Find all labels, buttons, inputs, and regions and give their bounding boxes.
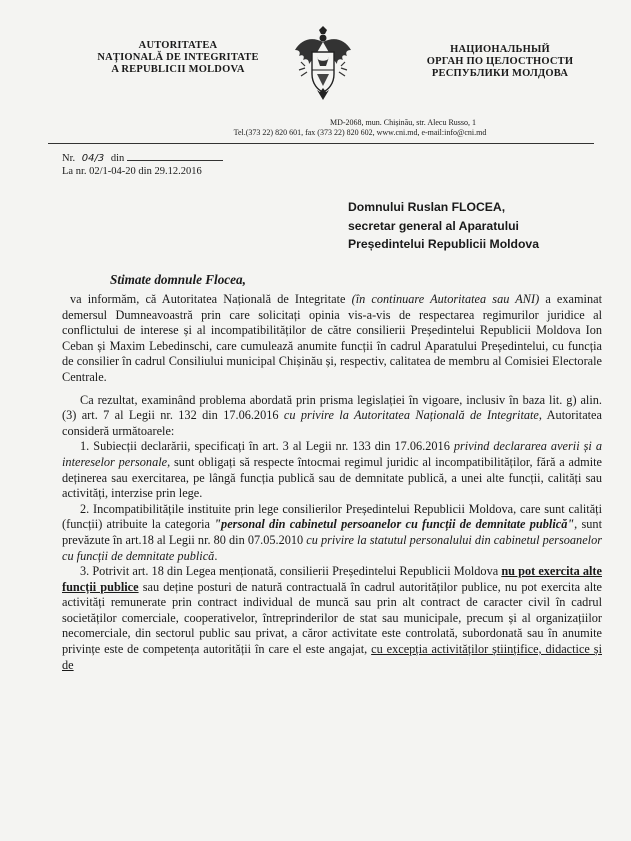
p5-bold-underline: nu pot exercita alte funcții publice (62, 564, 602, 594)
header-left-line-2: NAȚIONALĂ DE INTEGRITATE (97, 52, 259, 63)
paragraph-point-2 (62, 502, 602, 564)
contact-line: Tel.(373 22) 820 601, fax (373 22) 820 602, www.cni.md, e-mail:info@cni.md (233, 128, 487, 137)
p4-text-mid: , sunt prevăzute în art.18 al Legii nr. 80 din 07.05.2010 (62, 517, 603, 547)
addressee-line-3: Președintelui Republicii Moldova (348, 237, 539, 251)
addressee-block (348, 198, 598, 254)
date-blank-line (127, 152, 223, 161)
p1-text: va informăm, că Autoritatea Națională de Integritate (70, 292, 352, 306)
p4-text: 2. Incompatibilitățile instituite prin lege consilierilor Președintelui Republicii Moldova, care sunt calități (funcții) atribuite la categoria (62, 501, 602, 532)
p4-text-end: . (214, 548, 218, 563)
addressee-line-2: secretar general al Aparatului (348, 218, 519, 233)
p5-text-mid: sau deține posturi de natură contractuală în cadrul autorităților publice, nu pot exercita alte activități remunerate prin contract individual de muncă sau prin alt contract de caracter civil în cadrul societăților comerciale, cooperativelor, întreprinderilor de stat sau municipale, precum și al organizațiilor necomerciale, din sectorul public sau privat, a căror activitate este controlată, subordonată sau în anumite privințe este de competența autorității în care el este angajat, (62, 579, 602, 657)
header-left-institution (78, 40, 278, 76)
din-label: din (110, 153, 125, 164)
nr-label: Nr. (62, 153, 76, 164)
header-left-line-3: A REPUBLICII MOLDOVA (111, 64, 245, 75)
addressee-line-1: Domnului Ruslan FLOCEA, (348, 200, 506, 214)
p4-bold-italic: "personal din cabinetul persoanelor cu funcții de demnitate publică" (214, 517, 575, 532)
address-line: MD-2068, mun. Chișinău, str. Alecu Russo, 1 (330, 118, 477, 127)
paragraph-result (62, 393, 602, 440)
la-nr-line: La nr. 02/1-04-20 din 29.12.2016 (62, 166, 202, 177)
p2-italic: cu privire la Autoritatea Națională de Integritate (283, 408, 539, 423)
header-right-institution (410, 44, 590, 80)
p4-italic: cu privire la statutul personalului din cabinetul persoanelor cu funcții de demnitate publică (62, 532, 602, 563)
p2-text-rest: , Autoritatea consideră următoarele: (62, 408, 602, 438)
p5-text: 3. Potrivit art. 18 din Legea menționată, consilierii Președintelui Republicii Moldova (80, 564, 502, 579)
header-left-line-1: AUTORITATEA (138, 40, 218, 51)
paragraph-point-1 (62, 439, 602, 501)
p3-italic: privind declararea averii și a intereselor personale (62, 439, 602, 469)
p1-italic: (în continuare Autoritatea sau ANI) (351, 292, 540, 306)
p3-text-rest: , sunt obligați să respecte întocmai regimul juridic al incompatibilităților, fără a admite deținerea sau exercitarea, pe lângă funcția publică sau de demnitate publică, a unei alte funcții, calități sau activități, interzise prin lege. (62, 454, 602, 501)
reference-block (62, 152, 223, 178)
header-right-line-3: РЕСПУБЛИКИ МОЛДОВА (431, 68, 569, 79)
paragraph-intro (62, 292, 602, 386)
letter-body (62, 292, 602, 673)
header-divider (48, 143, 594, 144)
moldova-coat-of-arms-icon (293, 26, 353, 104)
p5-underline: cu excepția activităților științifice, didactice și de (62, 642, 602, 672)
p3-text: 1. Subiecții declarării, specificați în art. 3 al Legii nr. 133 din 17.06.2016 (80, 439, 454, 454)
p1-text-rest: a examinat demersul Dumneavoastră prin care solicitați opinia vis-a-vis de respectarea regimurilor juridice al conflictului de interese și al incompatibilităților de către consilierii Președintelui Republicii Moldova Ion Ceban și Maxim Lebedinschi, care cumulează anumite funcții în cadrul Aparatului Președintelui, cu funcția de consilier în cadrul Consiliului municipal Chișinău și, respectiv, calitatea de membru al Comisiei Electorale Centrale. (62, 292, 602, 384)
contact-address (150, 118, 570, 138)
nr-value: 04/3 (81, 153, 105, 164)
paragraph-point-3 (62, 564, 602, 673)
header-right-line-1: НАЦИОНАЛЬНЫЙ (450, 44, 550, 55)
reference-number-line (62, 152, 223, 165)
header-right-line-2: ОРГАН ПО ЦЕЛОСТНОСТИ (426, 56, 574, 67)
p2-text: Ca rezultat, examinând problema abordată prin prisma legislației în vigoare, inclusiv în baza lit. g) alin. (3) art. 7 al Legii nr. 132 din 17.06.2016 (62, 392, 602, 423)
salutation: Stimate domnule Flocea, (110, 272, 246, 287)
